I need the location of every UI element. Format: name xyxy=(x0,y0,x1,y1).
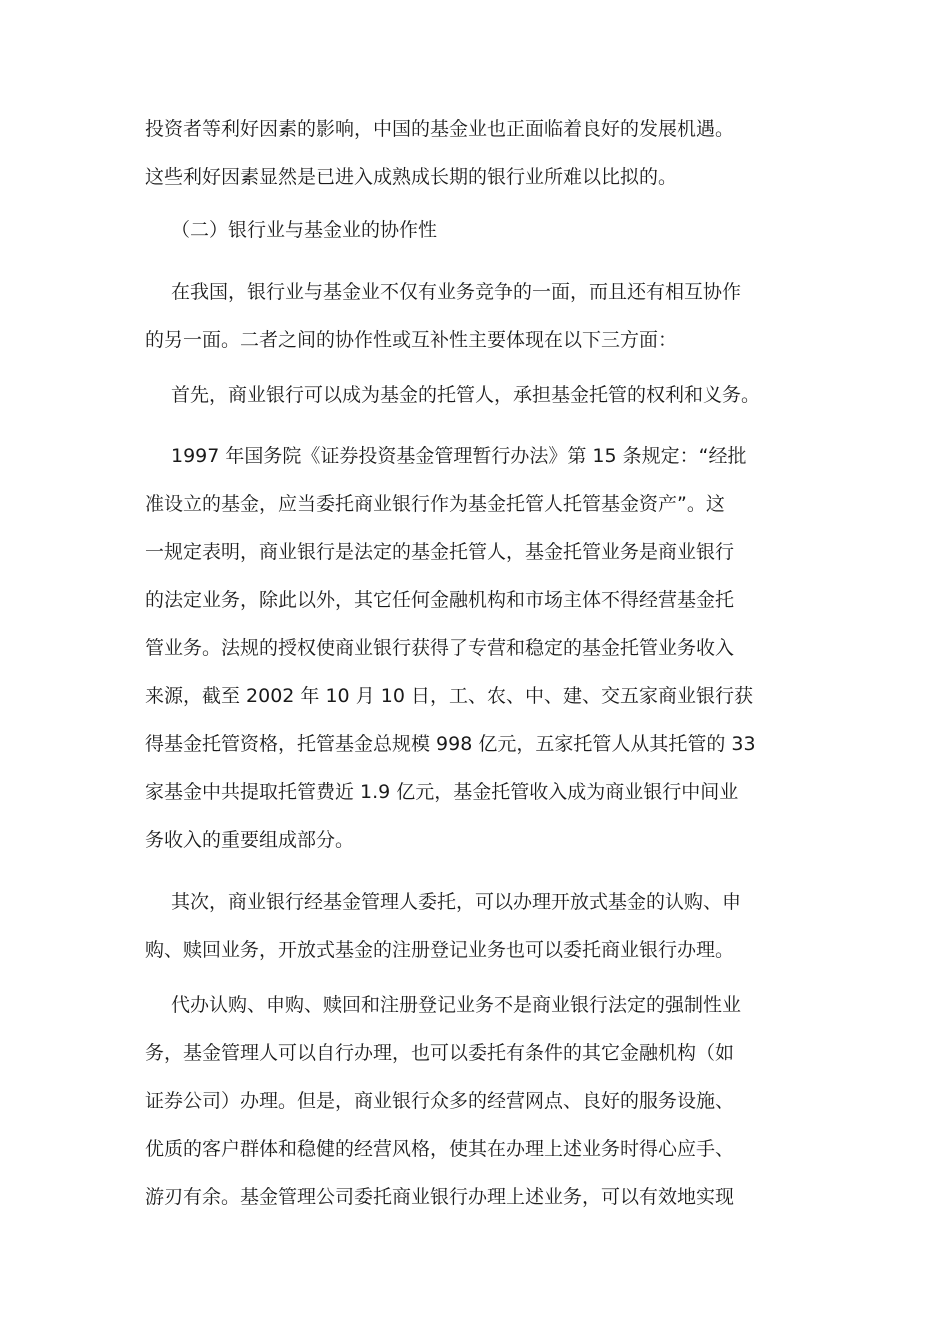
text-line: 准设立的基金，应当委托商业银行作为基金托管人托管基金资产”。这 xyxy=(145,493,725,515)
text-line: 得基金托管资格，托管基金总规模 998 亿元，五家托管人从其托管的 33 xyxy=(145,733,756,755)
text-line: 的法定业务，除此以外，其它任何金融机构和市场主体不得经营基金托 xyxy=(145,589,735,611)
text-line: 来源，截至 2002 年 10 月 10 日，工、农、中、建、交五家商业银行获 xyxy=(145,685,753,707)
text-line: 1997 年国务院《证券投资基金管理暂行办法》第 15 条规定：“经批 xyxy=(171,445,747,467)
text-line: 在我国，银行业与基金业不仅有业务竞争的一面，而且还有相互协作 xyxy=(171,281,742,303)
text-line: 这些利好因素显然是已进入成熟成长期的银行业所难以比拟的。 xyxy=(145,166,678,188)
text-line: 购、赎回业务，开放式基金的注册登记业务也可以委托商业银行办理。 xyxy=(145,939,735,961)
text-line: 一规定表明，商业银行是法定的基金托管人，基金托管业务是商业银行 xyxy=(145,541,735,563)
text-line: 家基金中共提取托管费近 1.9 亿元，基金托管收入成为商业银行中间业 xyxy=(145,781,739,803)
text-line: 其次，商业银行经基金管理人委托，可以办理开放式基金的认购、申 xyxy=(171,891,742,913)
text-line: 管业务。法规的授权使商业银行获得了专营和稳定的基金托管业务收入 xyxy=(145,637,735,659)
text-line: 证券公司）办理。但是，商业银行众多的经营网点、良好的服务设施、 xyxy=(145,1090,735,1112)
text-line: 务，基金管理人可以自行办理，也可以委托有条件的其它金融机构（如 xyxy=(145,1042,735,1064)
section-heading: （二）银行业与基金业的协作性 xyxy=(171,219,438,241)
text-line: 务收入的重要组成部分。 xyxy=(145,829,355,851)
text-line: 代办认购、申购、赎回和注册登记业务不是商业银行法定的强制性业 xyxy=(171,994,742,1016)
text-line: 优质的客户群体和稳健的经营风格，使其在办理上述业务时得心应手、 xyxy=(145,1138,735,1160)
text-line: 的另一面。二者之间的协作性或互补性主要体现在以下三方面： xyxy=(145,329,678,351)
text-line: 投资者等利好因素的影响，中国的基金业也正面临着良好的发展机遇。 xyxy=(145,118,735,140)
text-line: 首先，商业银行可以成为基金的托管人，承担基金托管的权利和义务。 xyxy=(171,384,761,406)
text-line: 游刃有余。基金管理公司委托商业银行办理上述业务，可以有效地实现 xyxy=(145,1186,735,1208)
